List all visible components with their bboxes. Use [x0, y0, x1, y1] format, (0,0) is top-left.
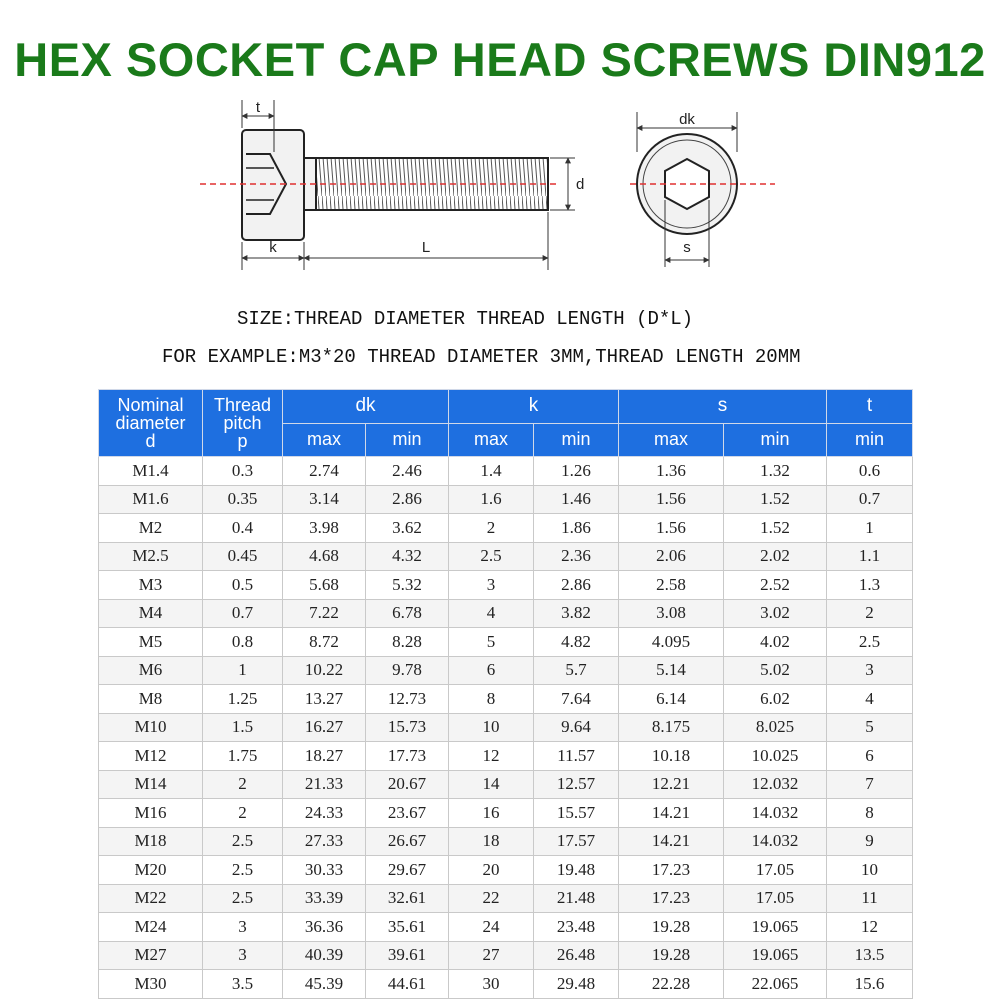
- table-row: [99, 685, 913, 714]
- table-row: [99, 599, 913, 628]
- cell-k-max: 30: [449, 970, 534, 999]
- cell-t-min: 1: [827, 514, 913, 543]
- cell-dk-min: 32.61: [366, 884, 449, 913]
- header-s-max: max: [619, 423, 724, 457]
- cell-pitch: 3: [203, 913, 283, 942]
- cell-pitch: 3.5: [203, 970, 283, 999]
- cell-s-min: 12.032: [724, 770, 827, 799]
- cell-k-max: 24: [449, 913, 534, 942]
- cell-k-max: 2.5: [449, 542, 534, 571]
- header-pitch-line2: pitch: [223, 413, 262, 433]
- table-row: [99, 656, 913, 685]
- cell-k-min: 2.36: [534, 542, 619, 571]
- cell-size: M16: [99, 799, 203, 828]
- cell-k-max: 1.4: [449, 457, 534, 486]
- cell-k-min: 26.48: [534, 941, 619, 970]
- side-view: [200, 99, 584, 270]
- cell-t-min: 3: [827, 656, 913, 685]
- cell-pitch: 1.25: [203, 685, 283, 714]
- cell-pitch: 0.3: [203, 457, 283, 486]
- table-row: [99, 941, 913, 970]
- cell-pitch: 2: [203, 799, 283, 828]
- cell-t-min: 9: [827, 827, 913, 856]
- cell-k-min: 1.86: [534, 514, 619, 543]
- cell-pitch: 1.5: [203, 713, 283, 742]
- label-L: L: [421, 239, 431, 256]
- cell-dk-max: 40.39: [283, 941, 366, 970]
- header-k-max: max: [449, 423, 534, 457]
- cell-s-min: 1.52: [724, 514, 827, 543]
- cell-k-min: 5.7: [534, 656, 619, 685]
- cell-s-max: 6.14: [619, 685, 724, 714]
- cell-s-min: 19.065: [724, 941, 827, 970]
- header-t-min: min: [827, 423, 913, 457]
- cell-s-min: 1.52: [724, 485, 827, 514]
- table-row: [99, 457, 913, 486]
- cell-s-min: 4.02: [724, 628, 827, 657]
- size-note: SIZE:THREAD DIAMETER THREAD LENGTH (D*L): [237, 308, 694, 330]
- cell-dk-max: 13.27: [283, 685, 366, 714]
- cell-size: M30: [99, 970, 203, 999]
- cell-dk-min: 4.32: [366, 542, 449, 571]
- cell-k-min: 11.57: [534, 742, 619, 771]
- cell-k-max: 3: [449, 571, 534, 600]
- cell-dk-min: 44.61: [366, 970, 449, 999]
- cell-t-min: 1.3: [827, 571, 913, 600]
- cell-pitch: 0.5: [203, 571, 283, 600]
- header-k-min: min: [534, 423, 619, 457]
- cell-t-min: 15.6: [827, 970, 913, 999]
- cell-s-min: 19.065: [724, 913, 827, 942]
- cell-k-max: 22: [449, 884, 534, 913]
- cell-s-min: 8.025: [724, 713, 827, 742]
- cell-k-min: 12.57: [534, 770, 619, 799]
- cell-pitch: 1: [203, 656, 283, 685]
- table-row: [99, 799, 913, 828]
- page-title: HEX SOCKET CAP HEAD SCREWS DIN912: [14, 33, 986, 86]
- table-row: [99, 856, 913, 885]
- cell-dk-min: 23.67: [366, 799, 449, 828]
- cell-dk-max: 24.33: [283, 799, 366, 828]
- cell-size: M4: [99, 599, 203, 628]
- cell-s-min: 5.02: [724, 656, 827, 685]
- screw-diagram: [190, 92, 810, 282]
- cell-dk-min: 2.86: [366, 485, 449, 514]
- cell-t-min: 13.5: [827, 941, 913, 970]
- cell-pitch: 0.45: [203, 542, 283, 571]
- cell-k-max: 14: [449, 770, 534, 799]
- cell-s-max: 1.36: [619, 457, 724, 486]
- cell-s-min: 2.52: [724, 571, 827, 600]
- header-t: t: [827, 390, 913, 424]
- cell-dk-min: 35.61: [366, 913, 449, 942]
- table-row: [99, 571, 913, 600]
- cell-s-max: 14.21: [619, 799, 724, 828]
- cell-size: M24: [99, 913, 203, 942]
- cell-dk-min: 39.61: [366, 941, 449, 970]
- cell-size: M8: [99, 685, 203, 714]
- cell-s-max: 14.21: [619, 827, 724, 856]
- label-t: t: [255, 99, 261, 116]
- cell-pitch: 0.8: [203, 628, 283, 657]
- table-row: [99, 913, 913, 942]
- header-nominal-line1: Nominal: [117, 395, 184, 415]
- cell-dk-max: 27.33: [283, 827, 366, 856]
- cell-s-min: 6.02: [724, 685, 827, 714]
- cell-s-max: 5.14: [619, 656, 724, 685]
- header-dk: dk: [283, 390, 449, 424]
- cell-t-min: 10: [827, 856, 913, 885]
- cell-k-max: 4: [449, 599, 534, 628]
- cell-dk-min: 12.73: [366, 685, 449, 714]
- cell-t-min: 0.7: [827, 485, 913, 514]
- cell-k-max: 16: [449, 799, 534, 828]
- header-dk-min: min: [366, 423, 449, 457]
- cell-dk-max: 8.72: [283, 628, 366, 657]
- cell-k-max: 20: [449, 856, 534, 885]
- cell-dk-max: 3.14: [283, 485, 366, 514]
- cell-size: M1.4: [99, 457, 203, 486]
- cell-pitch: 0.35: [203, 485, 283, 514]
- cell-s-max: 3.08: [619, 599, 724, 628]
- cell-k-max: 8: [449, 685, 534, 714]
- header-nominal-line2: diameter: [115, 413, 186, 433]
- cell-t-min: 2.5: [827, 628, 913, 657]
- cell-dk-min: 6.78: [366, 599, 449, 628]
- cell-size: M14: [99, 770, 203, 799]
- cell-s-min: 10.025: [724, 742, 827, 771]
- cell-t-min: 2: [827, 599, 913, 628]
- cell-k-max: 10: [449, 713, 534, 742]
- cell-t-min: 1.1: [827, 542, 913, 571]
- cell-k-min: 17.57: [534, 827, 619, 856]
- cell-dk-min: 8.28: [366, 628, 449, 657]
- cell-s-max: 19.28: [619, 941, 724, 970]
- cell-s-min: 17.05: [724, 856, 827, 885]
- header-pitch-line3: p: [237, 431, 248, 451]
- cell-k-max: 2: [449, 514, 534, 543]
- label-d: d: [576, 176, 585, 193]
- example-note: FOR EXAMPLE:M3*20 THREAD DIAMETER 3MM,THREAD LENGTH 20MM: [162, 346, 801, 368]
- header-nominal-diameter: [99, 390, 203, 457]
- cell-dk-max: 30.33: [283, 856, 366, 885]
- cell-s-min: 17.05: [724, 884, 827, 913]
- header-pitch-line1: Thread: [213, 395, 272, 415]
- cell-dk-min: 5.32: [366, 571, 449, 600]
- cell-dk-max: 21.33: [283, 770, 366, 799]
- cell-dk-max: 10.22: [283, 656, 366, 685]
- cell-s-max: 8.175: [619, 713, 724, 742]
- cell-k-min: 21.48: [534, 884, 619, 913]
- cell-dk-max: 33.39: [283, 884, 366, 913]
- cell-size: M1.6: [99, 485, 203, 514]
- table-row: [99, 485, 913, 514]
- label-k: k: [269, 239, 277, 256]
- cell-dk-min: 20.67: [366, 770, 449, 799]
- cell-t-min: 4: [827, 685, 913, 714]
- cell-dk-min: 15.73: [366, 713, 449, 742]
- cell-pitch: 2.5: [203, 884, 283, 913]
- cell-pitch: 0.7: [203, 599, 283, 628]
- cell-s-max: 1.56: [619, 485, 724, 514]
- cell-dk-max: 5.68: [283, 571, 366, 600]
- cell-k-max: 6: [449, 656, 534, 685]
- cell-size: M5: [99, 628, 203, 657]
- cell-dk-min: 17.73: [366, 742, 449, 771]
- cell-k-min: 7.64: [534, 685, 619, 714]
- cell-s-min: 14.032: [724, 799, 827, 828]
- label-dk: dk: [679, 111, 695, 128]
- cell-size: M22: [99, 884, 203, 913]
- cell-dk-max: 2.74: [283, 457, 366, 486]
- cell-size: M27: [99, 941, 203, 970]
- cell-t-min: 6: [827, 742, 913, 771]
- table-body: [99, 457, 913, 999]
- cell-dk-max: 16.27: [283, 713, 366, 742]
- table-row: [99, 542, 913, 571]
- cell-size: M6: [99, 656, 203, 685]
- cell-dk-max: 45.39: [283, 970, 366, 999]
- cell-s-max: 10.18: [619, 742, 724, 771]
- cell-k-min: 15.57: [534, 799, 619, 828]
- cell-s-min: 14.032: [724, 827, 827, 856]
- cell-size: M10: [99, 713, 203, 742]
- cell-dk-min: 2.46: [366, 457, 449, 486]
- header-dk-max: max: [283, 423, 366, 457]
- cell-t-min: 11: [827, 884, 913, 913]
- cell-s-max: 17.23: [619, 884, 724, 913]
- table-row: [99, 713, 913, 742]
- cell-k-min: 1.26: [534, 457, 619, 486]
- cell-size: M20: [99, 856, 203, 885]
- cell-dk-min: 3.62: [366, 514, 449, 543]
- table-row: [99, 628, 913, 657]
- table-row: [99, 827, 913, 856]
- cell-s-max: 4.095: [619, 628, 724, 657]
- cell-k-min: 23.48: [534, 913, 619, 942]
- cell-dk-min: 29.67: [366, 856, 449, 885]
- cell-t-min: 8: [827, 799, 913, 828]
- cell-k-max: 18: [449, 827, 534, 856]
- cell-t-min: 5: [827, 713, 913, 742]
- cell-pitch: 1.75: [203, 742, 283, 771]
- table-row: [99, 514, 913, 543]
- cell-s-max: 22.28: [619, 970, 724, 999]
- cell-size: M3: [99, 571, 203, 600]
- dimension-table: [98, 389, 912, 999]
- cell-t-min: 12: [827, 913, 913, 942]
- cell-dk-max: 4.68: [283, 542, 366, 571]
- cell-pitch: 2.5: [203, 827, 283, 856]
- table-row: [99, 884, 913, 913]
- cell-s-max: 19.28: [619, 913, 724, 942]
- cell-size: M18: [99, 827, 203, 856]
- header-k: k: [449, 390, 619, 424]
- table-row: [99, 770, 913, 799]
- cell-pitch: 3: [203, 941, 283, 970]
- header-thread-pitch: [203, 390, 283, 457]
- cell-k-min: 19.48: [534, 856, 619, 885]
- cell-s-min: 22.065: [724, 970, 827, 999]
- header-s-min: min: [724, 423, 827, 457]
- cell-k-min: 2.86: [534, 571, 619, 600]
- cell-k-min: 29.48: [534, 970, 619, 999]
- cell-k-min: 1.46: [534, 485, 619, 514]
- header-nominal-line3: d: [145, 431, 156, 451]
- cell-k-max: 1.6: [449, 485, 534, 514]
- table-row: [99, 970, 913, 999]
- cell-s-max: 1.56: [619, 514, 724, 543]
- cell-pitch: 2.5: [203, 856, 283, 885]
- cell-dk-max: 18.27: [283, 742, 366, 771]
- cell-dk-min: 26.67: [366, 827, 449, 856]
- cell-size: M2: [99, 514, 203, 543]
- top-view: [630, 111, 775, 267]
- cell-k-min: 9.64: [534, 713, 619, 742]
- table-row: [99, 742, 913, 771]
- cell-size: M2.5: [99, 542, 203, 571]
- label-s: s: [683, 239, 691, 256]
- header-s: s: [619, 390, 827, 424]
- cell-pitch: 2: [203, 770, 283, 799]
- cell-dk-max: 7.22: [283, 599, 366, 628]
- cell-dk-min: 9.78: [366, 656, 449, 685]
- cell-k-min: 4.82: [534, 628, 619, 657]
- cell-s-max: 17.23: [619, 856, 724, 885]
- cell-t-min: 7: [827, 770, 913, 799]
- cell-k-max: 5: [449, 628, 534, 657]
- cell-k-max: 27: [449, 941, 534, 970]
- cell-dk-max: 3.98: [283, 514, 366, 543]
- cell-dk-max: 36.36: [283, 913, 366, 942]
- cell-k-max: 12: [449, 742, 534, 771]
- cell-pitch: 0.4: [203, 514, 283, 543]
- cell-s-min: 3.02: [724, 599, 827, 628]
- cell-size: M12: [99, 742, 203, 771]
- cell-t-min: 0.6: [827, 457, 913, 486]
- cell-k-min: 3.82: [534, 599, 619, 628]
- cell-s-max: 2.06: [619, 542, 724, 571]
- cell-s-min: 1.32: [724, 457, 827, 486]
- cell-s-max: 2.58: [619, 571, 724, 600]
- cell-s-max: 12.21: [619, 770, 724, 799]
- cell-s-min: 2.02: [724, 542, 827, 571]
